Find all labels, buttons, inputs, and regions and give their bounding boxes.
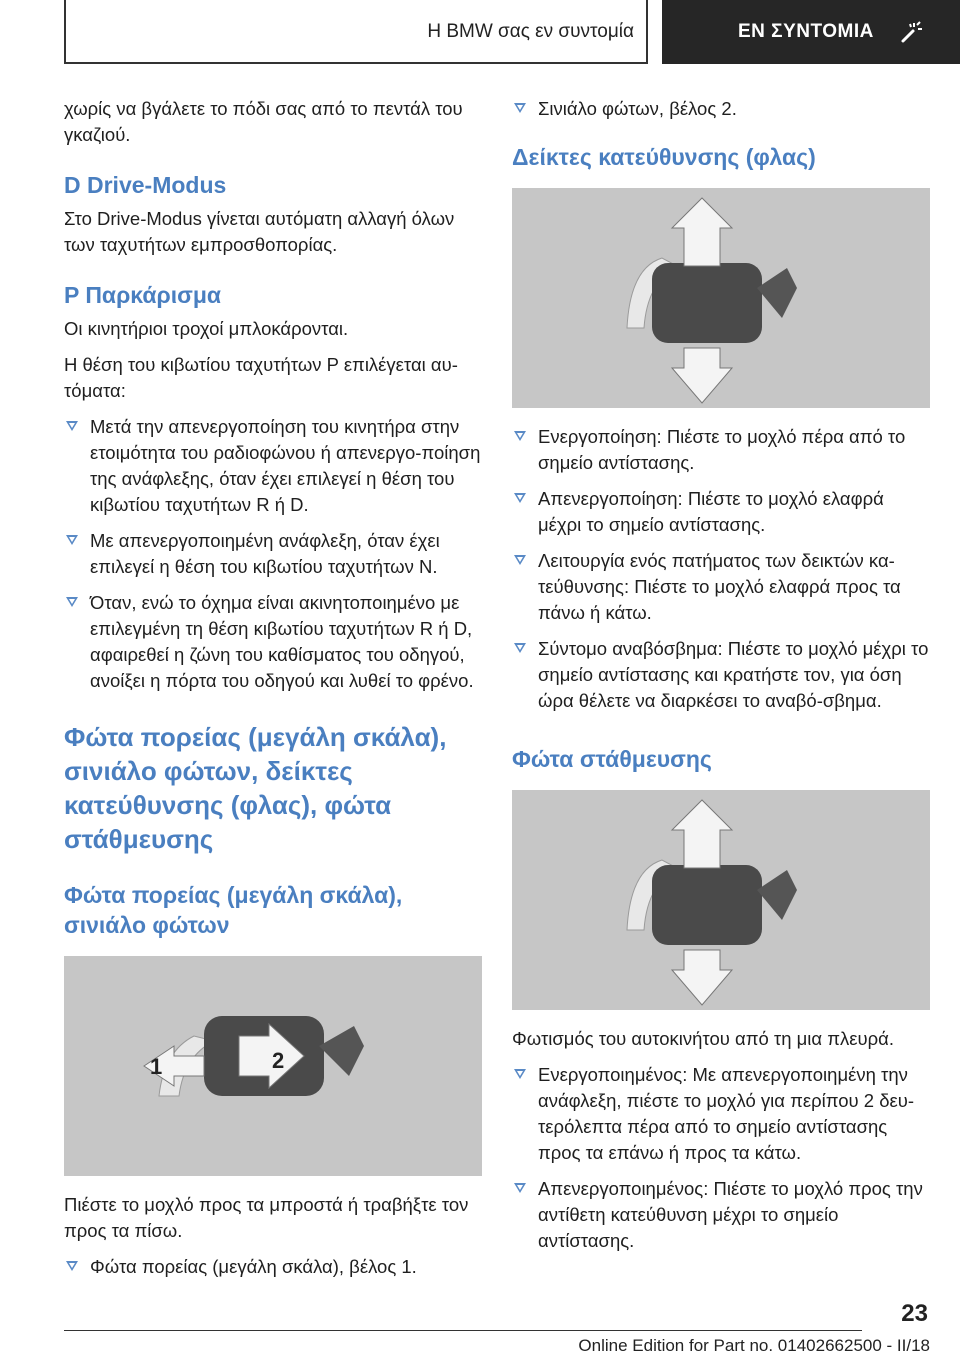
header-chapter-tab — [662, 0, 960, 64]
list-item: Σύντομο αναβόσβημα: Πιέστε το μοχλό μέχρι το σημείο αντίστασης και κρατήστε τον, για όση ώρα θέλετε να διαρκέσει το αναβό-σβημα. — [512, 636, 930, 714]
high-beam-caption: Πιέστε το μοχλό προς τα μπροστά ή τραβήξτε τον προς τα πίσω. — [64, 1194, 469, 1241]
list-item: Σινιάλο φώτων, βέλος 2. — [512, 96, 930, 122]
list-item: Μετά την απενεργοποίηση του κινητήρα στην ετοιμότητα του ραδιοφώνου ή απενεργο-ποίηση της ανάφλεξης, όταν έχει επιλεγεί η θέση του κιβωτίου ταχυτήτων R ή D. — [64, 414, 482, 518]
wand-icon — [898, 19, 924, 45]
list-item: Ενεργοποίηση: Πιέστε το μοχλό πέρα από το σημείο αντίστασης. — [512, 424, 930, 476]
p-park-text-1: Οι κινητήριοι τροχοί μπλοκάρονται. — [64, 318, 349, 339]
turn-signal-figure — [512, 188, 930, 408]
p-park-title: P Παρκάρισμα — [64, 282, 222, 308]
triangle-bullet-icon — [514, 1183, 526, 1193]
list-item: Με απενεργοποιημένη ανάφλεξη, όταν έχει επιλεγεί η θέση του κιβωτίου ταχυτήτων N. — [64, 528, 482, 580]
intro-text: χωρίς να βγάλετε το πόδι σας από το πεντάλ του γκαζιού. — [64, 98, 463, 145]
footer-edition: Online Edition for Part no. 01402662500 - II/18 — [578, 1336, 930, 1355]
parking-lights-figure — [512, 790, 930, 1010]
triangle-bullet-icon — [514, 1069, 526, 1079]
d-mode-title: D Drive-Modus — [64, 172, 227, 198]
triangle-bullet-icon — [514, 493, 526, 503]
triangle-bullet-icon — [514, 643, 526, 653]
footer-divider — [64, 1330, 862, 1331]
stalk-illustration — [64, 956, 482, 1176]
header-section-title: Η BMW σας εν συντομία — [427, 21, 634, 42]
parking-lights-list — [512, 1062, 930, 1254]
turn-signal-list — [512, 424, 930, 714]
list-item: Όταν, ενώ το όχημα είναι ακινητοποιημένο με επιλεγμένη τη θέση κιβωτίου ταχυτήτων R ή D, αφαιρεθεί η ζώνη του καθίσματος του οδηγού, ανοίξει η πόρτα του οδηγού και λυθεί το φρένο. — [64, 590, 482, 694]
list-item: Λειτουργία ενός πατήματος των δεικτών κα-τεύθυνσης: Πιέστε το μοχλό ελαφρά προς τα πάνω ή κάτω. — [512, 548, 930, 626]
list-item: Ενεργοποιημένος: Με απενεργοποιημένη την ανάφλεξη, πιέστε το μοχλό για περίπου 2 δευ-τερόλεπτα πέρα από το σημείο αντίστασης προς τα επάνω ή προς τα κάτω. — [512, 1062, 930, 1166]
stalk-vertical-illustration-2 — [512, 790, 930, 1010]
flash-list — [512, 96, 930, 122]
right-column — [512, 96, 930, 1264]
list-item: Απενεργοποιημένος: Πιέστε το μοχλό προς την αντίθετη κατεύθυνση μέχρι το σημείο αντίστασης. — [512, 1176, 930, 1254]
arrow-label-1: 1 — [150, 1054, 163, 1079]
list-item: Φώτα πορείας (μεγάλη σκάλα), βέλος 1. — [64, 1254, 482, 1280]
triangle-bullet-icon — [514, 431, 526, 441]
high-beam-list — [64, 1254, 482, 1280]
stalk-vertical-illustration — [512, 188, 930, 408]
triangle-bullet-icon — [66, 421, 78, 431]
triangle-bullet-icon — [514, 103, 526, 113]
high-beam-figure — [64, 956, 482, 1176]
d-mode-text: Στο Drive-Modus γίνεται αυτόματη αλλαγή όλων των ταχυτήτων εμπροσθοπορίας. — [64, 208, 455, 255]
page-number: 23 — [901, 1300, 928, 1327]
high-beam-subtitle: Φώτα πορείας (μεγάλη σκάλα), σινιάλο φώτων — [64, 882, 403, 938]
triangle-bullet-icon — [514, 555, 526, 565]
p-park-list — [64, 414, 482, 694]
p-park-text-2: Η θέση του κιβωτίου ταχυτήτων P επιλέγεται αυ-τόματα: — [64, 354, 458, 401]
arrow-label-2: 2 — [272, 1048, 285, 1073]
triangle-bullet-icon — [66, 597, 78, 607]
left-column — [64, 96, 482, 1290]
parking-lights-title: Φώτα στάθμευσης — [512, 746, 712, 772]
triangle-bullet-icon — [66, 535, 78, 545]
turn-signal-title: Δείκτες κατεύθυνσης (φλας) — [512, 144, 816, 170]
triangle-bullet-icon — [66, 1261, 78, 1271]
lights-main-title: Φώτα πορείας (μεγάλη σκάλα), σινιάλο φώτων, δείκτες κατεύθυνσης (φλας), φώτα στάθμευσης — [64, 722, 447, 854]
header-chapter-title: ΕΝ ΣΥΝΤΟΜΙΑ — [738, 21, 874, 42]
list-item: Απενεργοποίηση: Πιέστε το μοχλό ελαφρά μέχρι το σημείο αντίστασης. — [512, 486, 930, 538]
parking-lights-caption: Φωτισμός του αυτοκινήτου από τη μια πλευρά. — [512, 1028, 894, 1049]
